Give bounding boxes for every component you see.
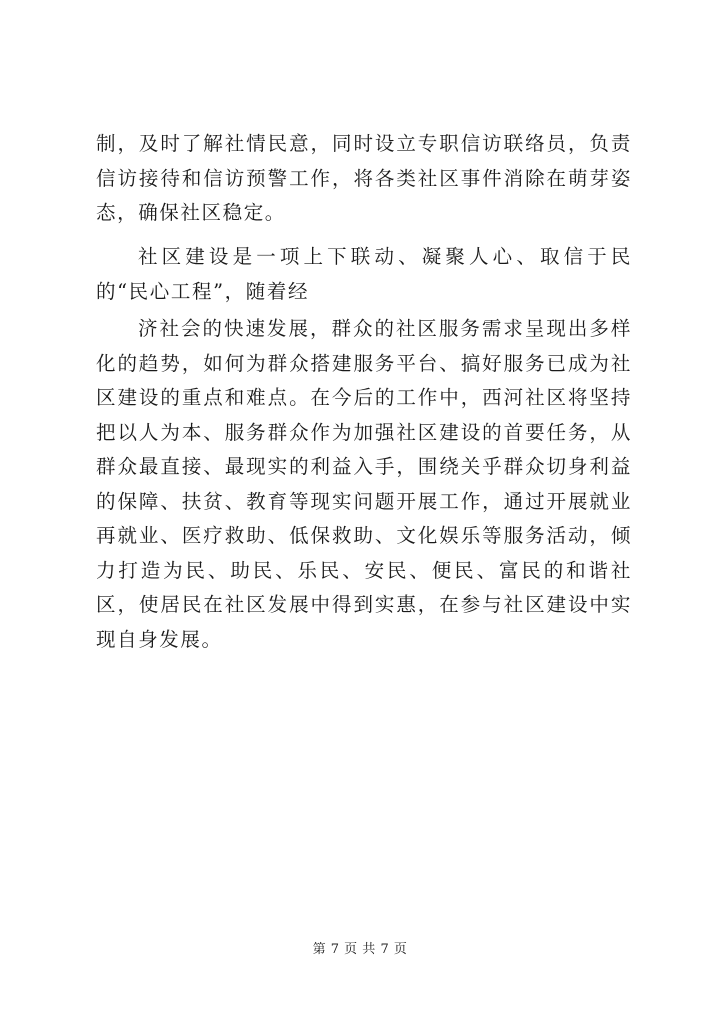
paragraph-3: 济社会的快速发展，群众的社区服务需求呈现出多样化的趋势，如何为群众搭建服务平台、搞好服务已成为社区建设的重点和难点。在今后的工作中，西河社区将坚持把以人为本、服务群众作为加强社区建设的首要任务，从群众最直接、最现实的利益入手，围绕关乎群众切身利益的保障、扶贫、教育等现实问题开展工作，通过开展就业再就业、医疗救助、低保救助、文化娱乐等服务活动，倾力打造为民、助民、乐民、安民、便民、富民的和谐社区，使居民在社区发展中得到实惠，在参与社区建设中实现自身发展。 bbox=[96, 317, 632, 651]
page-number-footer: 第 7 页 共 7 页 bbox=[312, 942, 408, 957]
paragraph-2: 社区建设是一项上下联动、凝聚人心、取信于民的“民心工程”，随着经 bbox=[96, 245, 632, 303]
paragraph-1: 制，及时了解社情民意，同时设立专职信访联络员，负责信访接待和信访预警工作，将各类社区事件消除在萌芽姿态，确保社区稳定。 bbox=[96, 132, 632, 224]
